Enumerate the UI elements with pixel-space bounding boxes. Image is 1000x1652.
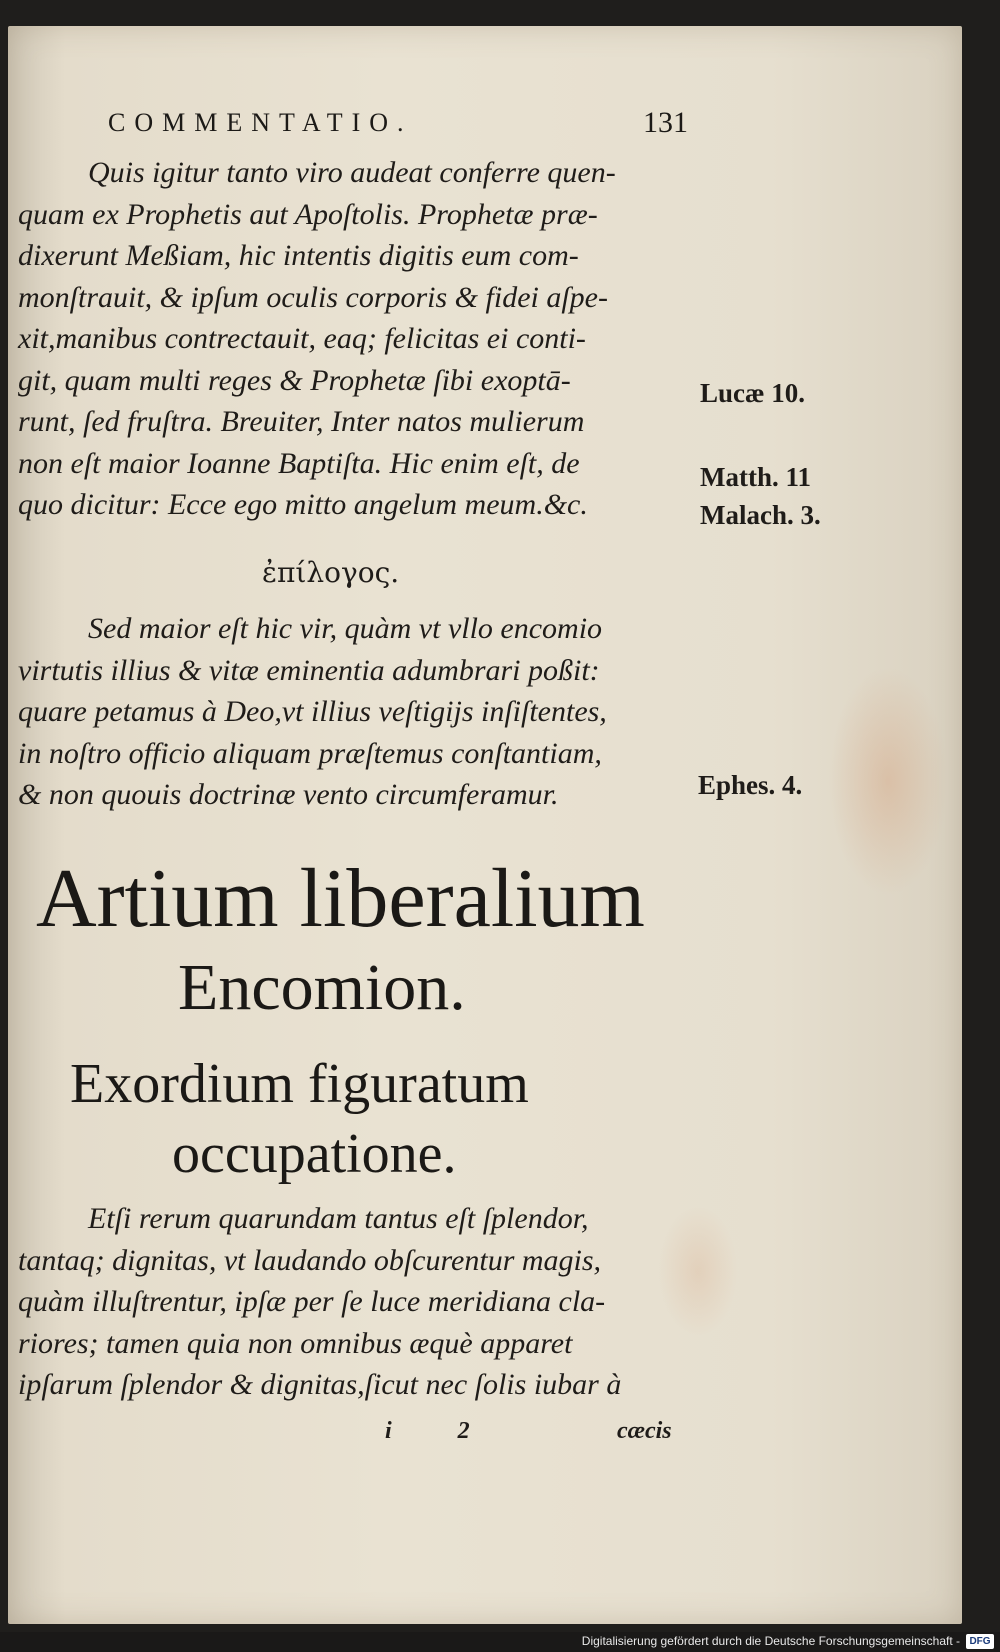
credit-bar: [0, 1632, 1000, 1652]
epilogos-heading: ἐπίλογος.: [262, 556, 400, 589]
text-line: non eſt maior Ioanne Baptiſta. Hic enim eſt, de: [18, 446, 580, 480]
text-line: ipſarum ſplendor & dignitas,ſicut nec ſolis iubar à: [18, 1368, 622, 1401]
page-header: [108, 108, 688, 148]
page-number: 131: [643, 106, 688, 139]
paragraph-3: [18, 1198, 698, 1406]
margin-note-malach: Malach. 3.: [700, 500, 821, 530]
text-line: riores; tamen quia non omnibus æquè apparet: [18, 1326, 573, 1360]
credit-text: Digitalisierung gefördert durch die Deutsche Forschungsgemeinschaft -: [581, 1634, 960, 1648]
text-line: quare petamus à Deo,vt illius veſtigijs inſiſtentes,: [18, 695, 607, 728]
text-line: quam ex Prophetis aut Apoſtolis. Prophetæ præ-: [18, 197, 598, 231]
running-title: COMMENTATIO.: [108, 108, 413, 137]
text-line: tantaq; dignitas, vt laudando obſcurentur magis,: [18, 1243, 602, 1277]
title-line-1: Artium liberalium: [36, 852, 645, 945]
paper-stain: [828, 666, 948, 896]
text-line: xit,manibus contrectauit, eaq; felicitas ei conti-: [18, 322, 586, 355]
text-line: quàm illuſtrentur, ipſæ per ſe luce meridiana cla-: [18, 1285, 606, 1318]
paragraph-1: [18, 152, 698, 526]
text-line: Quis igitur tanto viro audeat conferre quen-: [88, 156, 616, 189]
subtitle-line-2: occupatione.: [172, 1123, 457, 1185]
paragraph-2: [18, 608, 698, 816]
text-line: runt, ſed fruſtra. Breuiter, Inter natos mulierum: [18, 405, 585, 438]
text-line: monſtrauit, & ipſum oculis corporis & fidei aſpe-: [18, 280, 608, 314]
dfg-logo-icon: DFG: [966, 1634, 994, 1649]
text-line: & non quouis doctrinæ vento circumferamur.: [18, 778, 559, 811]
signature-mark: i 2: [385, 1418, 500, 1444]
margin-note-lucae: Lucæ 10.: [700, 378, 806, 408]
subtitle-line-1: Exordium figuratum: [70, 1053, 529, 1115]
text-line: Sed maior eſt hic vir, quàm vt vllo encomio: [88, 612, 603, 645]
margin-note-ephes: Ephes. 4.: [698, 770, 803, 800]
text-line: dixerunt Meßiam, hic intentis digitis eum com-: [18, 239, 579, 272]
text-line: quo dicitur: Ecce ego mitto angelum meum.&c.: [18, 488, 588, 521]
catchword: cæcis: [617, 1418, 672, 1444]
title-line-2: Encomion.: [178, 951, 466, 1024]
text-line: in noſtro officio aliquam præſtemus conſtantiam,: [18, 736, 602, 770]
margin-note-matth: Matth. 11: [700, 462, 811, 492]
text-line: git, quam multi reges & Prophetæ ſibi exoptā-: [18, 363, 571, 397]
text-line: Etſi rerum quarundam tantus eſt ſplendor,: [88, 1202, 589, 1235]
text-line: virtutis illius & vitæ eminentia adumbrari poßit:: [18, 653, 600, 687]
